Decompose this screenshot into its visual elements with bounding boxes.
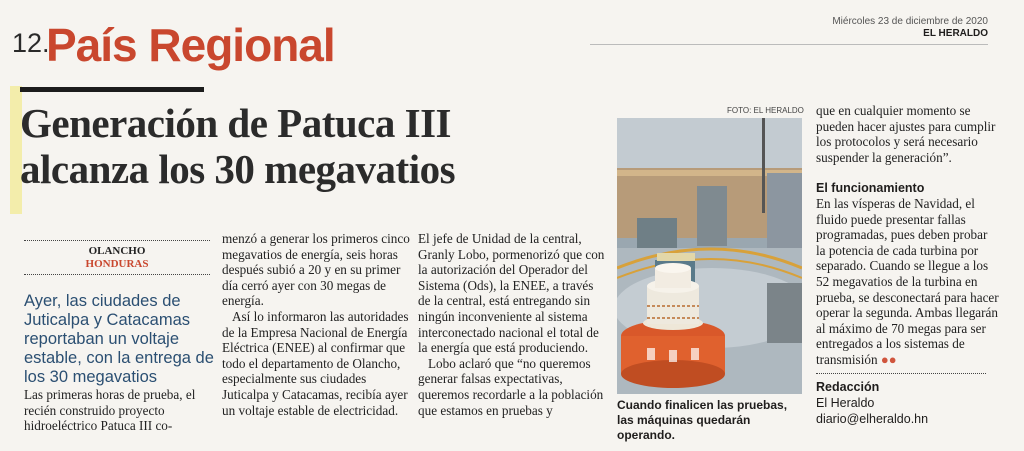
author-outlet: El Heraldo — [816, 396, 875, 410]
column-1 — [24, 387, 214, 434]
lead-summary: Ayer, las ciudades de Juticalpa y Catacamas reportaban un voltaje estable, con la entrega de los 30 megavatios — [24, 292, 214, 386]
author-label: Redacción — [816, 380, 880, 394]
column-3-paragraph-1: El jefe de Unidad de la central, Granly Lobo, pormenorizó que con la autorización del Operador del Sistema (Ods), la ENEE, a través de la central, está entregando sin ningún inconveniente al sistema interconectado nacional el total de la energía que está produciendo. — [418, 231, 605, 356]
newspaper-name: EL HERALDO — [923, 28, 988, 39]
headline-line-1: Generación de Patuca III — [20, 100, 451, 146]
column-4-paragraph-2 — [816, 196, 1000, 368]
location-country: HONDURAS — [85, 258, 149, 270]
subheading: El funcionamiento — [816, 181, 925, 195]
end-mark-icon: ●● — [880, 351, 897, 367]
turbine-photo — [617, 118, 802, 394]
column-3-paragraph-2: Lobo aclaró que “no queremos generar falsas expectativas, queremos recordarle a la población que estamos en pruebas y — [418, 355, 604, 418]
column-4-paragraph-1: que en cualquier momento se pueden hacer ajustes para cumplir los protocolos y será necesario suspender la generación”. — [816, 103, 996, 165]
column-2 — [222, 231, 410, 418]
photo-credit: FOTO: EL HERALDO — [727, 106, 804, 115]
page-number: 12. — [12, 28, 50, 58]
column-4-bottom — [816, 196, 1000, 368]
location-region: OLANCHO — [88, 245, 146, 257]
column-2-paragraph-1: menzó a generar los primeros cinco megavatios de energía, seis horas después subió a 20 y en su primer día cerró ayer con 30 megas de energía. — [222, 231, 410, 309]
headline — [20, 100, 590, 192]
column-1-text: Las primeras horas de prueba, el recién construido proyecto hidroeléctrico Patuca III co- — [24, 387, 196, 434]
column-3 — [418, 231, 608, 418]
headline-bar — [20, 87, 204, 92]
photo-caption: Cuando finalicen las pruebas, las máquinas quedarán operando. — [617, 398, 788, 442]
divider-top — [24, 240, 210, 241]
headline-line-2: alcanza los 30 megavatios — [20, 146, 456, 192]
column-4-top — [816, 103, 1000, 165]
column-4-paragraph-2-text: En las vísperas de Navidad, el fluido puede presentar fallas programadas, pues deben probar la potencia de cada turbina por separado. Cuando se llegue a los 52 megavatios de la turbina en prueba, se desconectará para hacer operar la segunda. Ambas llegarán al máximo de 70 megas para ser entregados a los sistemas de transmisión — [816, 196, 999, 367]
column-2-paragraph-2: Así lo informaron las autoridades de la Empresa Nacional de Energía Eléctrica (ENEE) al confirmar que todo el departamento de Olancho, especialmente sus ciudades Juticalpa y Catacamas, recibía ayer un voltaje estable de electricidad. — [222, 308, 409, 418]
divider-bottom — [24, 274, 210, 275]
publication-date: Miércoles 23 de diciembre de 2020 — [832, 16, 988, 27]
header-rule — [590, 44, 988, 45]
author-rule — [816, 373, 986, 374]
author-block — [816, 379, 928, 427]
author-email[interactable]: diario@elheraldo.hn — [816, 412, 929, 426]
section-title: País Regional — [46, 19, 335, 71]
